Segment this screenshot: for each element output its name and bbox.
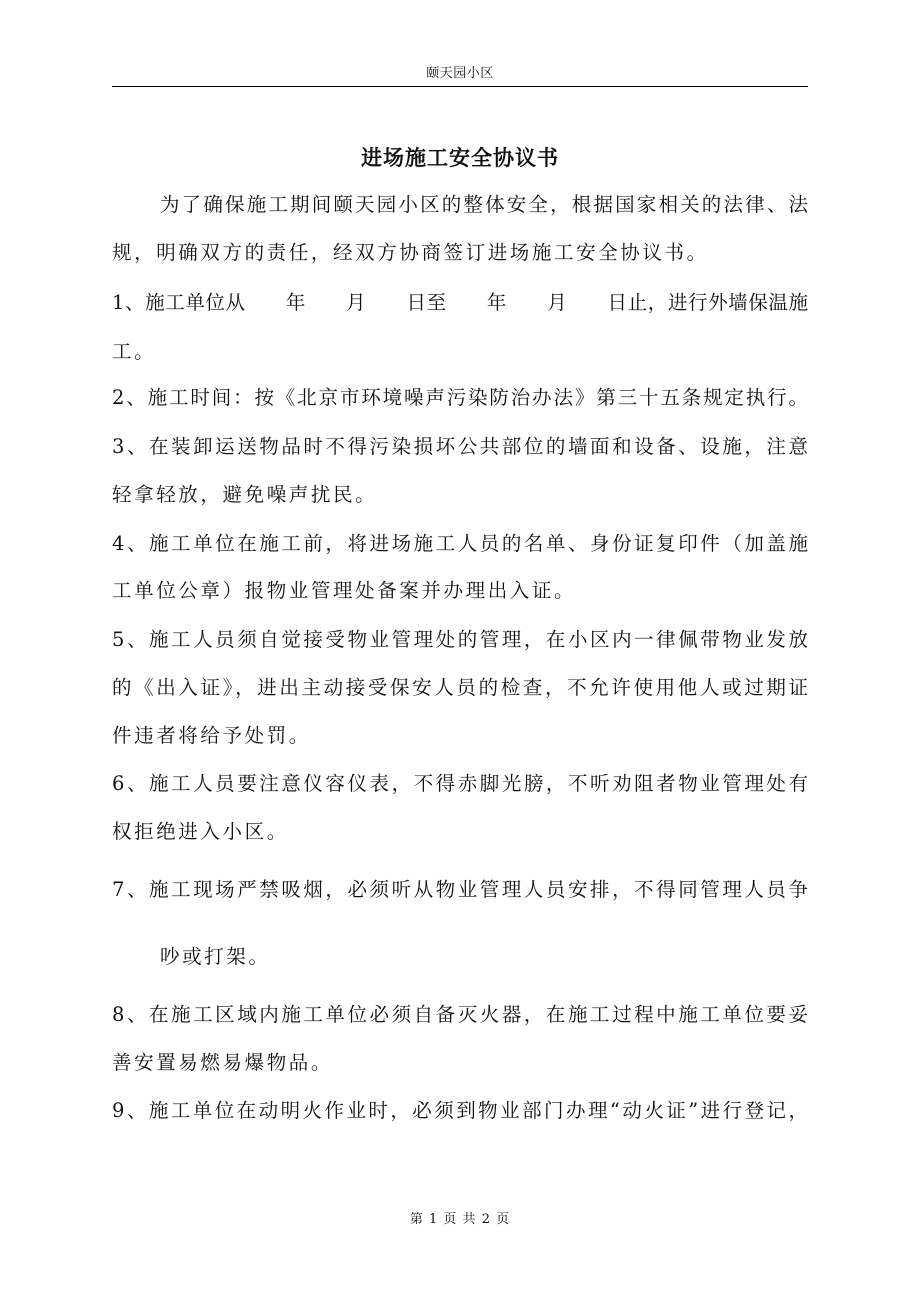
- clause-7-line-2: 吵或打架。: [160, 945, 271, 968]
- running-header: 颐天园小区: [426, 66, 494, 81]
- clause-8-line-2: 善安置易燃易爆物品。: [112, 1051, 334, 1074]
- clause-8-line-1: 8、在施工区域内施工单位必须自备灭火器，在施工过程中施工单位要妥: [112, 1003, 808, 1026]
- clause-6-line-2: 权拒绝进入小区。: [112, 820, 289, 843]
- clause-1-line-2: 工。: [112, 340, 157, 363]
- body-line-1: 为了确保施工期间颐天园小区的整体安全，根据国家相关的法律、法: [160, 193, 808, 216]
- clause-7-line-1: 7、施工现场严禁吸烟，必须听从物业管理人员安排，不得同管理人员争: [112, 878, 808, 901]
- clause-6-line-1: 6、施工人员要注意仪容仪表，不得赤脚光膀，不听劝阻者物业管理处有: [112, 772, 808, 795]
- body-line-2: 规，明确双方的责任，经双方协商签订进场施工安全协议书。: [112, 241, 709, 264]
- clause-3-line-2: 轻拿轻放，避免噪声扰民。: [112, 483, 378, 506]
- clause-5-line-2: 的《出入证》，进出主动接受保安人员的检查，不允许使用他人或过期证: [112, 676, 808, 699]
- clause-3-line-1: 3、在装卸运送物品时不得污染损坏公共部位的墙面和设备、设施，注意: [112, 435, 808, 458]
- header-divider: [112, 86, 808, 87]
- clause-1-line-1: 1、施工单位从 年 月 日至 年 月 日止，进行外墙保温施: [112, 291, 808, 314]
- clause-4-line-1: 4、施工单位在施工前，将进场施工人员的名单、身份证复印件（加盖施: [112, 532, 808, 555]
- clause-2-line-1: 2、施工时间：按《北京市环境噪声污染防治办法》第三十五条规定执行。: [112, 386, 808, 409]
- clause-5-line-1: 5、施工人员须自觉接受物业管理处的管理，在小区内一律佩带物业发放: [112, 628, 808, 651]
- clause-9-line-1: 9、施工单位在动明火作业时，必须到物业部门办理“动火证”进行登记，: [112, 1099, 808, 1122]
- clause-5-line-3: 件违者将给予处罚。: [112, 724, 311, 747]
- document-title: 进场施工安全协议书: [361, 145, 559, 170]
- page-number-footer: 第 1 页 共 2 页: [409, 1212, 511, 1227]
- clause-4-line-2: 工单位公章）报物业管理处备案并办理出入证。: [112, 579, 577, 602]
